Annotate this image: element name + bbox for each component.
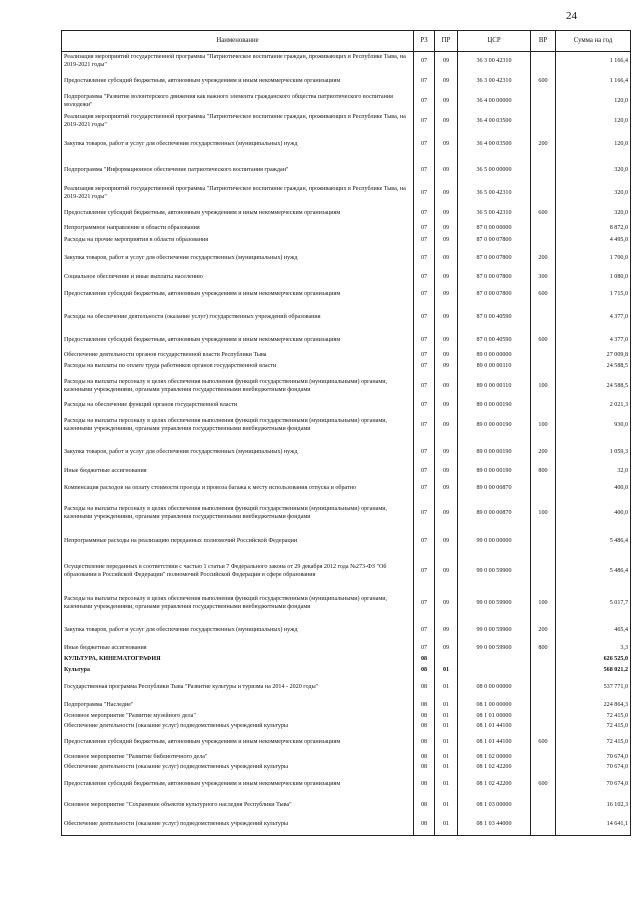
row-pr: 09 <box>435 411 458 441</box>
table-row <box>62 733 631 753</box>
row-csr: 87 0 00 40590 <box>458 331 531 351</box>
row-sum: 1 166,4 <box>556 52 631 72</box>
row-vr: 600 <box>531 774 556 796</box>
row-sum: 5 486,4 <box>556 555 631 589</box>
row-vr <box>531 816 556 836</box>
row-pr: 01 <box>435 677 458 700</box>
row-pr: 09 <box>435 529 458 555</box>
row-vr <box>531 235 556 248</box>
table-row <box>62 655 631 665</box>
table-row <box>62 796 631 816</box>
row-csr: 99 0 00 59900 <box>458 643 531 655</box>
row-name: Обеспечение деятельности органов государственной власти Республики Тыва <box>62 351 414 362</box>
row-name: Предоставление субсидий бюджетным, автономным учреждениям и иным некоммерческим организациям <box>62 331 414 351</box>
row-csr: 36 3 00 42310 <box>458 72 531 92</box>
row-sum: 2 021,3 <box>556 401 631 411</box>
table-row <box>62 248 631 271</box>
header-vr: ВР <box>531 31 556 52</box>
row-vr <box>531 362 556 373</box>
row-rz: 07 <box>414 92 435 112</box>
row-sum: 120,0 <box>556 132 631 158</box>
row-pr: 09 <box>435 271 458 285</box>
row-csr: 08 1 03 44000 <box>458 816 531 836</box>
row-rz: 08 <box>414 763 435 774</box>
row-name: Компенсация расходов на оплату стоимости проезда и провоза багажа к месту использования отпуска и обратно <box>62 479 414 499</box>
row-rz: 08 <box>414 816 435 836</box>
row-pr: 09 <box>435 643 458 655</box>
row-vr <box>531 700 556 712</box>
row-csr: 08 1 02 42200 <box>458 774 531 796</box>
row-rz: 07 <box>414 441 435 465</box>
row-vr <box>531 655 556 665</box>
row-vr: 800 <box>531 643 556 655</box>
row-csr: 08 1 01 44100 <box>458 733 531 753</box>
row-name: Предоставление субсидий бюджетным, автономным учреждениям и иным некоммерческим организациям <box>62 72 414 92</box>
row-csr: 08 0 00 00000 <box>458 677 531 700</box>
row-csr <box>458 655 531 665</box>
row-csr: 36 5 00 42310 <box>458 204 531 224</box>
table-row <box>62 401 631 411</box>
row-pr: 01 <box>435 722 458 733</box>
row-pr: 09 <box>435 204 458 224</box>
row-sum: 14 641,1 <box>556 816 631 836</box>
row-rz: 07 <box>414 351 435 362</box>
row-sum: 1 059,3 <box>556 441 631 465</box>
table-row <box>62 184 631 204</box>
row-vr: 200 <box>531 132 556 158</box>
row-sum: 320,0 <box>556 204 631 224</box>
row-vr <box>531 92 556 112</box>
table-row <box>62 763 631 774</box>
header-name: Наименование <box>62 31 414 52</box>
row-csr: 36 5 00 00000 <box>458 158 531 184</box>
row-rz: 08 <box>414 796 435 816</box>
table-body <box>62 52 631 836</box>
row-rz: 07 <box>414 72 435 92</box>
row-pr: 09 <box>435 52 458 72</box>
row-name: Основное мероприятие "Сохранение объектов культурного наследия Республики Тыва" <box>62 796 414 816</box>
row-sum: 400,0 <box>556 499 631 529</box>
row-csr: 87 0 00 40590 <box>458 305 531 331</box>
row-name: Непрограммные расходы на реализацию переданных полномочий Российской Федерации <box>62 529 414 555</box>
row-sum: 626 525,0 <box>556 655 631 665</box>
table-row <box>62 753 631 763</box>
row-vr <box>531 351 556 362</box>
row-csr: 36 4 00 03500 <box>458 112 531 132</box>
table-row <box>62 224 631 235</box>
table-header-row <box>62 31 631 52</box>
row-pr: 09 <box>435 305 458 331</box>
row-csr: 89 0 00 00190 <box>458 441 531 465</box>
row-rz: 08 <box>414 700 435 712</box>
row-name: Реализация мероприятий государственной программы "Патриотическое воспитание граждан, проживающих в Республике Тыва, на 2019-2021 годы" <box>62 52 414 72</box>
row-vr <box>531 112 556 132</box>
row-name: Социальное обеспечение и иные выплаты населению <box>62 271 414 285</box>
row-rz: 07 <box>414 224 435 235</box>
row-csr: 89 0 00 00000 <box>458 351 531 362</box>
row-sum: 224 864,3 <box>556 700 631 712</box>
row-vr: 600 <box>531 285 556 305</box>
row-pr: 09 <box>435 362 458 373</box>
row-rz: 08 <box>414 722 435 733</box>
row-pr: 01 <box>435 712 458 722</box>
row-pr: 09 <box>435 158 458 184</box>
header-rz: РЗ <box>414 31 435 52</box>
row-csr: 87 0 00 07800 <box>458 235 531 248</box>
row-vr <box>531 555 556 589</box>
row-name: Обеспечение деятельности (оказание услуг) подведомственных учреждений культуры <box>62 763 414 774</box>
header-pr: ПР <box>435 31 458 52</box>
table-row <box>62 235 631 248</box>
row-rz: 07 <box>414 362 435 373</box>
row-vr: 600 <box>531 733 556 753</box>
row-vr <box>531 479 556 499</box>
row-rz: 08 <box>414 733 435 753</box>
row-name: Расходы на выплаты персоналу в целях обеспечения выполнения функций государственными (муниципальными) органами, казенными учреждениями, органами управления государственными внебюджетными фондами <box>62 373 414 401</box>
row-vr <box>531 753 556 763</box>
row-sum: 4 377,0 <box>556 305 631 331</box>
table-row <box>62 589 631 619</box>
row-rz: 07 <box>414 305 435 331</box>
row-csr: 89 0 00 00190 <box>458 411 531 441</box>
row-pr: 01 <box>435 774 458 796</box>
row-name: Непрограммное направление в области образования <box>62 224 414 235</box>
row-sum: 568 021,2 <box>556 665 631 677</box>
row-sum: 8 872,0 <box>556 224 631 235</box>
row-csr <box>458 665 531 677</box>
row-sum: 320,0 <box>556 158 631 184</box>
row-sum: 27 009,8 <box>556 351 631 362</box>
row-csr: 89 0 00 00110 <box>458 362 531 373</box>
row-sum: 24 588,5 <box>556 362 631 373</box>
row-name: Расходы на обеспечение деятельности (оказание услуг) государственных учреждений образования <box>62 305 414 331</box>
row-csr: 36 5 00 42310 <box>458 184 531 204</box>
row-pr <box>435 655 458 665</box>
header-csr: ЦСР <box>458 31 531 52</box>
row-csr: 08 1 01 44100 <box>458 722 531 733</box>
row-csr: 89 0 00 00190 <box>458 465 531 479</box>
header-sum: Сумма на год <box>556 31 631 52</box>
row-sum: 32,0 <box>556 465 631 479</box>
row-csr: 08 1 01 00000 <box>458 712 531 722</box>
row-name: Расходы на выплаты по оплате труда работников органов государственной власти <box>62 362 414 373</box>
row-rz: 07 <box>414 112 435 132</box>
row-name: Подпрограмма "Развитие волонтерского движения как важного элемента гражданского общества патриотического воспитания молодежи" <box>62 92 414 112</box>
row-pr: 09 <box>435 132 458 158</box>
row-name: Расходы на прочие мероприятия в области образования <box>62 235 414 248</box>
row-pr: 09 <box>435 235 458 248</box>
row-sum: 120,0 <box>556 112 631 132</box>
row-csr: 89 0 00 00190 <box>458 401 531 411</box>
row-name: Закупка товаров, работ и услуг для обеспечения государственных (муниципальных) нужд <box>62 132 414 158</box>
row-sum: 72 415,0 <box>556 722 631 733</box>
row-pr: 09 <box>435 499 458 529</box>
table-row <box>62 112 631 132</box>
row-pr: 09 <box>435 619 458 643</box>
row-name: Предоставление субсидий бюджетным, автономным учреждениям и иным некоммерческим организациям <box>62 204 414 224</box>
row-csr: 08 1 00 00000 <box>458 700 531 712</box>
row-name: Расходы на выплаты персоналу в целях обеспечения выполнения функций государственными (муниципальными) органами, казенными учреждениями, органами управления государственными внебюджетными фондами <box>62 499 414 529</box>
table-row <box>62 331 631 351</box>
row-sum: 1 700,0 <box>556 248 631 271</box>
row-csr: 99 0 00 59900 <box>458 619 531 643</box>
row-rz: 07 <box>414 401 435 411</box>
row-vr: 600 <box>531 204 556 224</box>
table-row <box>62 677 631 700</box>
row-name: Культура <box>62 665 414 677</box>
page-number: 24 <box>566 10 577 22</box>
table-row <box>62 351 631 362</box>
row-pr: 09 <box>435 331 458 351</box>
table-row <box>62 305 631 331</box>
row-vr <box>531 677 556 700</box>
row-rz: 07 <box>414 411 435 441</box>
row-name: Предоставление субсидий бюджетным, автономным учреждениям и иным некоммерческим организациям <box>62 733 414 753</box>
row-vr: 100 <box>531 373 556 401</box>
row-sum: 3,3 <box>556 643 631 655</box>
row-vr: 300 <box>531 271 556 285</box>
row-pr: 09 <box>435 479 458 499</box>
row-sum: 16 102,3 <box>556 796 631 816</box>
row-rz: 07 <box>414 184 435 204</box>
row-pr: 09 <box>435 112 458 132</box>
row-csr: 08 1 02 42200 <box>458 763 531 774</box>
row-csr: 99 0 00 59900 <box>458 589 531 619</box>
row-sum: 24 588,5 <box>556 373 631 401</box>
table-row <box>62 529 631 555</box>
row-rz: 08 <box>414 753 435 763</box>
row-pr: 09 <box>435 555 458 589</box>
row-csr: 36 4 00 03500 <box>458 132 531 158</box>
row-rz: 07 <box>414 529 435 555</box>
row-vr: 200 <box>531 619 556 643</box>
row-pr: 01 <box>435 796 458 816</box>
row-name: Предоставление субсидий бюджетным, автономным учреждениям и иным некоммерческим организациям <box>62 285 414 305</box>
row-csr: 87 0 00 07800 <box>458 271 531 285</box>
row-sum: 70 674,0 <box>556 763 631 774</box>
row-sum: 5 486,4 <box>556 529 631 555</box>
row-vr <box>531 224 556 235</box>
row-csr: 89 0 00 00110 <box>458 373 531 401</box>
row-name: Расходы на выплаты персоналу в целях обеспечения выполнения функций государственными (муниципальными) органами, казенными учреждениями, органами управления государственными внебюджетными фондами <box>62 411 414 441</box>
row-csr: 89 0 00 00870 <box>458 479 531 499</box>
row-pr: 09 <box>435 401 458 411</box>
table-row <box>62 441 631 465</box>
row-csr: 87 0 00 07800 <box>458 285 531 305</box>
row-vr: 100 <box>531 411 556 441</box>
row-sum: 120,0 <box>556 92 631 112</box>
row-pr: 09 <box>435 92 458 112</box>
table-row <box>62 665 631 677</box>
row-name: Предоставление субсидий бюджетным, автономным учреждениям и иным некоммерческим организациям <box>62 774 414 796</box>
row-rz: 07 <box>414 643 435 655</box>
row-rz: 07 <box>414 589 435 619</box>
table-row <box>62 465 631 479</box>
row-rz: 07 <box>414 285 435 305</box>
table-row <box>62 643 631 655</box>
table-row <box>62 816 631 836</box>
row-vr <box>531 305 556 331</box>
row-pr: 09 <box>435 184 458 204</box>
row-csr: 99 0 00 59900 <box>458 555 531 589</box>
table-row <box>62 479 631 499</box>
row-sum: 930,0 <box>556 411 631 441</box>
row-vr <box>531 158 556 184</box>
row-vr: 800 <box>531 465 556 479</box>
row-csr: 89 0 00 00870 <box>458 499 531 529</box>
row-name: Государственная программа Республики Тыва "Развитие культуры и туризма на 2014 - 2020 годы" <box>62 677 414 700</box>
table-row <box>62 132 631 158</box>
row-rz: 07 <box>414 499 435 529</box>
row-pr: 09 <box>435 351 458 362</box>
row-vr <box>531 796 556 816</box>
table-row <box>62 712 631 722</box>
row-name: Закупка товаров, работ и услуг для обеспечения государственных (муниципальных) нужд <box>62 441 414 465</box>
row-name: Осуществление переданных в соответствии с частью 1 статьи 7 Федерального закона от 29 декабря 2012 года №273-ФЗ "Об образовании в Российской Федерации" полномочий Российской Федерации в сфере образования <box>62 555 414 589</box>
row-csr: 87 0 00 07800 <box>458 248 531 271</box>
row-sum: 4 377,0 <box>556 331 631 351</box>
table-row <box>62 362 631 373</box>
row-vr: 600 <box>531 72 556 92</box>
row-sum: 465,4 <box>556 619 631 643</box>
row-csr: 87 0 00 00000 <box>458 224 531 235</box>
row-rz: 08 <box>414 677 435 700</box>
row-vr <box>531 529 556 555</box>
row-pr: 09 <box>435 72 458 92</box>
row-name: Иные бюджетные ассигнования <box>62 465 414 479</box>
row-rz: 07 <box>414 248 435 271</box>
row-rz: 08 <box>414 665 435 677</box>
row-name: Расходы на выплаты персоналу в целях обеспечения выполнения функций государственными (муниципальными) органами, казенными учреждениями, органами управления государственными внебюджетными фондами <box>62 589 414 619</box>
row-name: Расходы на обеспечение функций органов государственной власти <box>62 401 414 411</box>
row-pr: 01 <box>435 816 458 836</box>
row-vr <box>531 184 556 204</box>
row-pr: 01 <box>435 753 458 763</box>
row-name: Основное мероприятие "Развитие библиотечного дела" <box>62 753 414 763</box>
row-sum: 72 415,0 <box>556 733 631 753</box>
row-rz: 07 <box>414 235 435 248</box>
row-pr: 09 <box>435 589 458 619</box>
row-pr: 01 <box>435 763 458 774</box>
table-row <box>62 158 631 184</box>
row-pr: 09 <box>435 441 458 465</box>
row-name: Реализация мероприятий государственной программы "Патриотическое воспитание граждан, проживающих в Республике Тыва, на 2019-2021 годы" <box>62 112 414 132</box>
row-vr: 200 <box>531 248 556 271</box>
table-row <box>62 700 631 712</box>
row-sum: 70 674,0 <box>556 753 631 763</box>
row-pr: 09 <box>435 224 458 235</box>
budget-table <box>61 30 631 836</box>
row-name: Основное мероприятие "Развитие музейного дела" <box>62 712 414 722</box>
row-vr: 100 <box>531 499 556 529</box>
row-name: Обеспечение деятельности (оказание услуг) подведомственных учреждений культуры <box>62 816 414 836</box>
table-row <box>62 555 631 589</box>
row-name: КУЛЬТУРА, КИНЕМАТОГРАФИЯ <box>62 655 414 665</box>
table-row <box>62 774 631 796</box>
row-pr: 09 <box>435 285 458 305</box>
row-vr <box>531 722 556 733</box>
row-vr: 600 <box>531 331 556 351</box>
row-pr: 01 <box>435 665 458 677</box>
row-rz: 07 <box>414 158 435 184</box>
row-name: Обеспечение деятельности (оказание услуг) подведомственных учреждений культуры <box>62 722 414 733</box>
row-vr: 100 <box>531 589 556 619</box>
table-row <box>62 204 631 224</box>
row-sum: 320,0 <box>556 184 631 204</box>
row-sum: 4 495,0 <box>556 235 631 248</box>
row-csr: 08 1 03 00000 <box>458 796 531 816</box>
row-rz: 07 <box>414 271 435 285</box>
row-name: Реализация мероприятий государственной программы "Патриотическое воспитание граждан, проживающих в Республике Тыва, на 2019-2021 годы" <box>62 184 414 204</box>
row-csr: 99 0 00 00000 <box>458 529 531 555</box>
row-sum: 1 166,4 <box>556 72 631 92</box>
table-row <box>62 411 631 441</box>
table-row <box>62 52 631 72</box>
row-sum: 537 771,0 <box>556 677 631 700</box>
row-sum: 72 415,0 <box>556 712 631 722</box>
row-pr: 09 <box>435 373 458 401</box>
row-sum: 5 017,7 <box>556 589 631 619</box>
row-rz: 08 <box>414 774 435 796</box>
row-rz: 07 <box>414 132 435 158</box>
table-row <box>62 499 631 529</box>
row-vr: 200 <box>531 441 556 465</box>
row-name: Подпрограмма "Информационное обеспечение патриотического воспитания граждан" <box>62 158 414 184</box>
row-rz: 07 <box>414 619 435 643</box>
row-vr <box>531 401 556 411</box>
row-rz: 08 <box>414 712 435 722</box>
row-name: Закупка товаров, работ и услуг для обеспечения государственных (муниципальных) нужд <box>62 248 414 271</box>
row-vr <box>531 52 556 72</box>
table-row <box>62 722 631 733</box>
row-sum: 400,0 <box>556 479 631 499</box>
row-rz: 07 <box>414 204 435 224</box>
row-sum: 1 080,0 <box>556 271 631 285</box>
row-name: Закупка товаров, работ и услуг для обеспечения государственных (муниципальных) нужд <box>62 619 414 643</box>
table-row <box>62 373 631 401</box>
row-pr: 09 <box>435 465 458 479</box>
table-row <box>62 285 631 305</box>
row-pr: 01 <box>435 733 458 753</box>
row-rz: 07 <box>414 465 435 479</box>
row-vr <box>531 763 556 774</box>
row-pr: 09 <box>435 248 458 271</box>
row-rz: 07 <box>414 52 435 72</box>
row-sum: 70 674,0 <box>556 774 631 796</box>
row-rz: 07 <box>414 479 435 499</box>
row-rz: 07 <box>414 555 435 589</box>
row-vr <box>531 665 556 677</box>
row-sum: 1 715,0 <box>556 285 631 305</box>
table-row <box>62 619 631 643</box>
row-rz: 07 <box>414 331 435 351</box>
row-vr <box>531 712 556 722</box>
table-row <box>62 72 631 92</box>
table-row <box>62 92 631 112</box>
row-name: Иные бюджетные ассигнования <box>62 643 414 655</box>
row-name: Подпрограмма "Наследие" <box>62 700 414 712</box>
row-rz: 08 <box>414 655 435 665</box>
table-row <box>62 271 631 285</box>
row-rz: 07 <box>414 373 435 401</box>
row-csr: 36 3 00 42310 <box>458 52 531 72</box>
row-csr: 08 1 02 00000 <box>458 753 531 763</box>
row-csr: 36 4 00 00000 <box>458 92 531 112</box>
row-pr: 01 <box>435 700 458 712</box>
